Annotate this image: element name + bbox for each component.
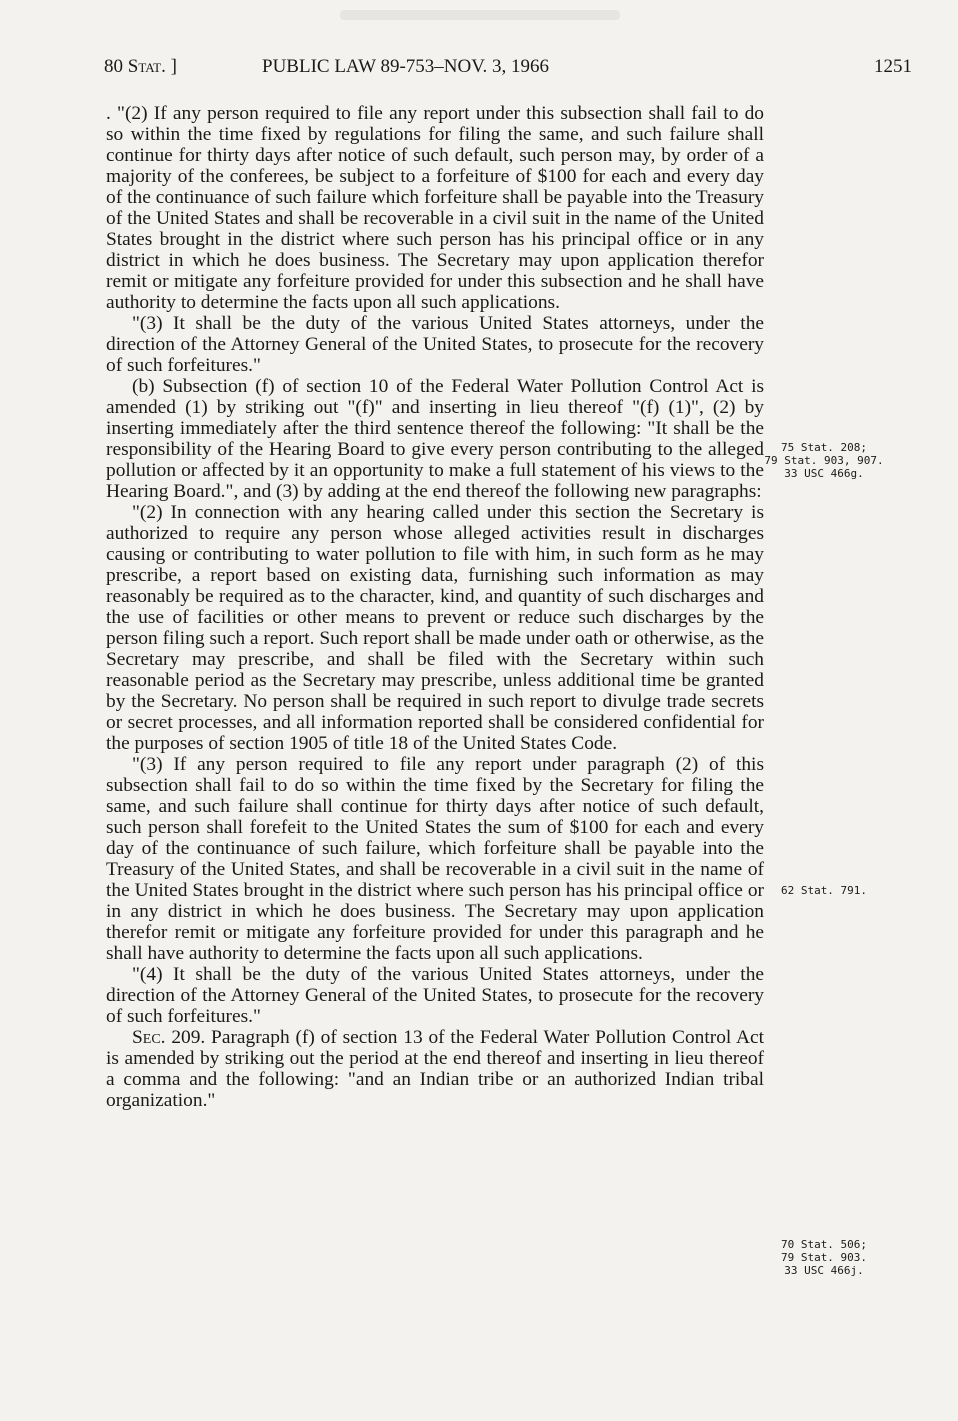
header-citation bbox=[104, 56, 177, 78]
header-page-number: 1251 bbox=[874, 56, 912, 77]
paragraph-forfeit-3: "(3) If any person required to file any report under paragraph (2) of this subsection shall fail to do so within the time fixed by the Secretary for filing the same, and such failure shall continue for thirty days after notice of such default, such person shall forefeit to the United States the sum of $100 for each and every day of the continuance of such failure, which forfeiture shall be payable into the Treasury of the United States, and shall be recoverable in a civil suit in the name of the United States brought in the district where such person has his principal office or in any district in which he does business. The Secretary may upon application therefor remit or mitigate any forfeiture provided for under this paragraph and he shall have authority to determine the facts upon all such applications. bbox=[106, 754, 764, 964]
header-volume: 80 bbox=[104, 56, 123, 77]
margin-note-line: 33 USC 466g. bbox=[784, 467, 864, 480]
header-title: PUBLIC LAW 89-753–NOV. 3, 1966 bbox=[262, 56, 550, 77]
header-bracket: ] bbox=[170, 56, 177, 77]
paragraph-attorneys-4: "(4) It shall be the duty of the various United States attorneys, under the direction of the Attorney General of the United States, to prosecute for the recovery of such forfeitures." bbox=[106, 964, 764, 1027]
paragraph-section-209 bbox=[106, 1027, 764, 1111]
margin-note-line: 79 Stat. 903, 907. bbox=[764, 454, 884, 467]
header-stat: Stat. bbox=[127, 56, 166, 77]
margin-note-citation-2 bbox=[764, 884, 884, 897]
margin-note-citation-3 bbox=[764, 1238, 884, 1277]
margin-note-line: 79 Stat. 903. bbox=[780, 1251, 868, 1264]
page-header bbox=[104, 56, 912, 84]
margin-note-citation-1 bbox=[764, 441, 884, 480]
paragraph-report-2: "(2) In connection with any hearing called under this section the Secretary is authorized to require any person whose alleged activities result in discharges causing or contributing to water pollution to file with him, in such form as he may prescribe, a report based on existing data, furnishing such information as may reasonably be required as to the character, kind, and quantity of such discharges and the use of facilities or other means to prevent or reduce such discharges by the person filing such a report. Such report shall be made under oath or otherwise, as the Secretary may prescribe, and shall be filed with the Secretary within such reasonable period as the Secretary may prescribe, unless additional time be granted by the Secretary. No person shall be required in such report to divulge trade secrets or secret processes, and all information reported shall be considered confidential for the purposes of section 1905 of title 18 of the United States Code. bbox=[106, 502, 764, 754]
section-209-text: Paragraph (f) of section 13 of the Federal Water Pollution Control Act is amended by striking out the period at the end thereof and inserting in lieu thereof a comma and the following: "and an Indian tribe or an authorized Indian tribal organization." bbox=[106, 1027, 764, 1111]
paragraph-subsection-b: (b) Subsection (f) of section 10 of the Federal Water Pollution Control Act is amended (1) by striking out "(f)" and inserting in lieu thereof "(f) (1)", (2) by inserting immediately after the third sentence thereof the following: "It shall be the responsibility of the Hearing Board to give every person contributing to the alleged pollution or affected by it an opportunity to make a full statement of his views to the Hearing Board.", and (3) by adding at the end thereof the following new paragraphs: bbox=[106, 376, 764, 502]
margin-note-line: 62 Stat. 791. bbox=[780, 884, 868, 897]
paragraph-attorneys-3: "(3) It shall be the duty of the various United States attorneys, under the direction of the Attorney General of the United States, to prosecute for the recovery of such forfeitures." bbox=[106, 313, 764, 376]
body-text bbox=[106, 103, 764, 1111]
paragraph-forfeiture-2: . "(2) If any person required to file any report under this subsection shall fail to do so within the time fixed by regulations for filing the same, and such failure shall continue for thirty days after notice of such default, such person may, by order of a majority of the conferees, be subject to a forfeiture of $100 for each and every day of the continuance of such failure which forfeiture shall be payable into the Treasury of the United States and shall be recoverable in a civil suit in the name of the United States brought in the district where such person has his principal office or in any district in which he does business. The Secretary may upon application therefor remit or mitigate any forfeiture provided for under this subsection and he shall have authority to determine the facts upon all such applications. bbox=[106, 103, 764, 313]
bleed-through-mark bbox=[340, 10, 620, 20]
margin-note-line: 75 Stat. 208; bbox=[780, 441, 868, 454]
margin-note-line: 33 USC 466j. bbox=[784, 1264, 864, 1277]
margin-note-line: 70 Stat. 506; bbox=[780, 1238, 868, 1251]
section-209-label: Sec. 209. bbox=[132, 1027, 206, 1048]
